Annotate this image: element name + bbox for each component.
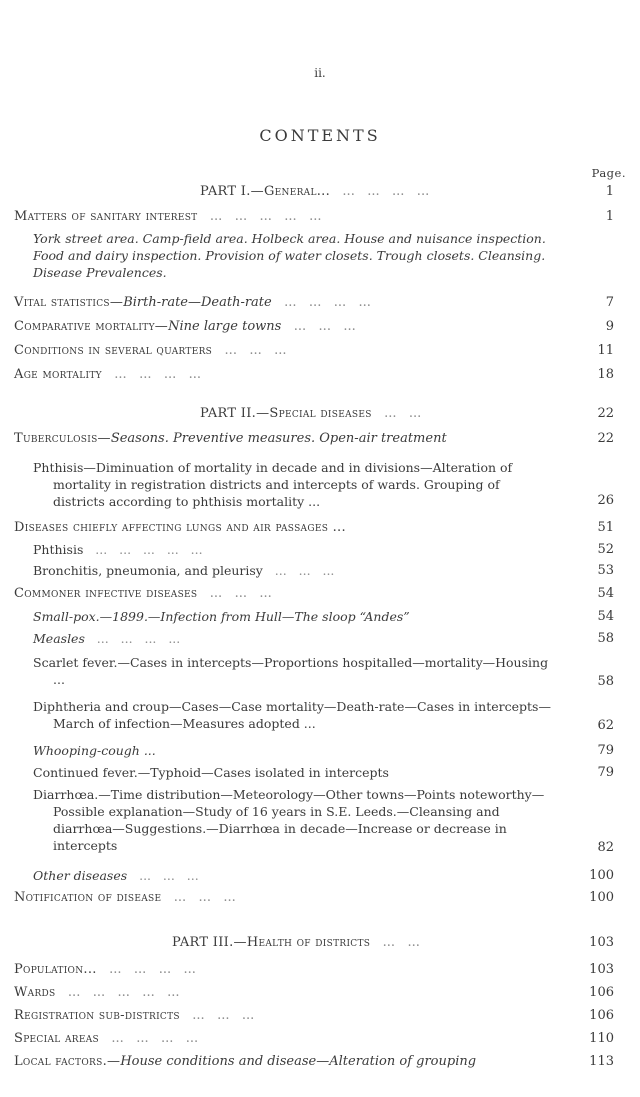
toc-entry-notification: Notification of disease ... ... ... 100 [14, 890, 614, 905]
toc-entry-diarrhoea: Diarrhœa.—Time distribution—Meteorology—Other towns—Points noteworthy—Possible explanation—Study of 16 years in S.E. Leeds.—Cleansing and diarrhœa—Suggestions.—Diarrhœa in decade—Increase or decrease in intercepts 82 [33, 787, 614, 855]
toc-entry-wards: Wards ... ... ... ... ... 106 [14, 985, 614, 1000]
toc-entry-continued: Continued fever.—Typhoid—Cases isolated in intercepts 79 [33, 765, 614, 780]
toc-entry-phthisis-detail: Phthisis—Diminuation of mortality in decade and in divisions—Alteration of mortality in registration districts and intercepts of wards. Grouping of districts according to phthisis mortality ... 26 [33, 460, 614, 509]
matters-description: York street area. Camp-field area. Holbeck area. House and nuisance inspection. Food and dairy inspection. Provision of water closets. Trough closets. Cleansing. Disease Prevalences. [33, 231, 546, 280]
page-column-header: Page. [591, 166, 626, 180]
toc-entry-measles: Measles ... ... ... ... 58 [33, 631, 614, 646]
toc-entry-age: Age mortality ... ... ... ... 18 [14, 367, 614, 382]
part-2-heading: PART II.—Special diseases ... ... [200, 406, 422, 421]
toc-entry-matters: Matters of sanitary interest ... ... ... ... ... 1 [14, 209, 614, 224]
toc-entry-diphtheria: Diphtheria and croup—Cases—Case mortality—Death-rate—Cases in intercepts—March of infection—Measures adopted ... 62 [33, 699, 614, 733]
toc-entry-tuberculosis: Tuberculosis—Seasons. Preventive measures. Open-air treatment 22 [14, 431, 614, 446]
toc-entry-lungs: Diseases chiefly affecting lungs and air passages ... 51 [14, 520, 614, 535]
toc-entry-whooping: Whooping-cough ... 79 [33, 743, 614, 758]
toc-entry-local: Local factors.—House conditions and disease—Alteration of grouping 113 [14, 1054, 614, 1069]
toc-entry-phthisis: Phthisis ... ... ... ... ... 52 [33, 542, 614, 557]
toc-entry-other: Other diseases ... ... ... 100 [33, 868, 614, 883]
toc-entry-scarlet: Scarlet fever.—Cases in intercepts—Proportions hospitalled—mortality—Housing ... 58 [33, 655, 614, 689]
toc-entry-registration: Registration sub-districts ... ... ... 106 [14, 1008, 614, 1023]
toc-entry-vital: Vital statistics—Birth-rate—Death-rate ... ... ... ... 7 [14, 295, 614, 310]
toc-entry-smallpox: Small-pox.—1899.—Infection from Hull—The sloop “Andes” 54 [33, 609, 614, 624]
toc-entry-bronchitis: Bronchitis, pneumonia, and pleurisy ... ... ... 53 [33, 563, 614, 578]
page-number: ii. [314, 66, 326, 80]
part-1-heading: PART I.—General... ... ... ... ... [200, 184, 430, 199]
toc-entry-comparative: Comparative mortality—Nine large towns ... ... ... 9 [14, 319, 614, 334]
toc-entry-conditions: Conditions in several quarters ... ... ... 11 [14, 343, 614, 358]
toc-entry-commoner: Commoner infective diseases ... ... ... 54 [14, 586, 614, 601]
toc-entry-special: Special areas ... ... ... ... 110 [14, 1031, 614, 1046]
part-3-heading: PART III.—Health of districts ... ... [172, 935, 420, 950]
toc-entry-population: Population... ... ... ... ... 103 [14, 962, 614, 977]
page-title: CONTENTS [259, 126, 381, 145]
